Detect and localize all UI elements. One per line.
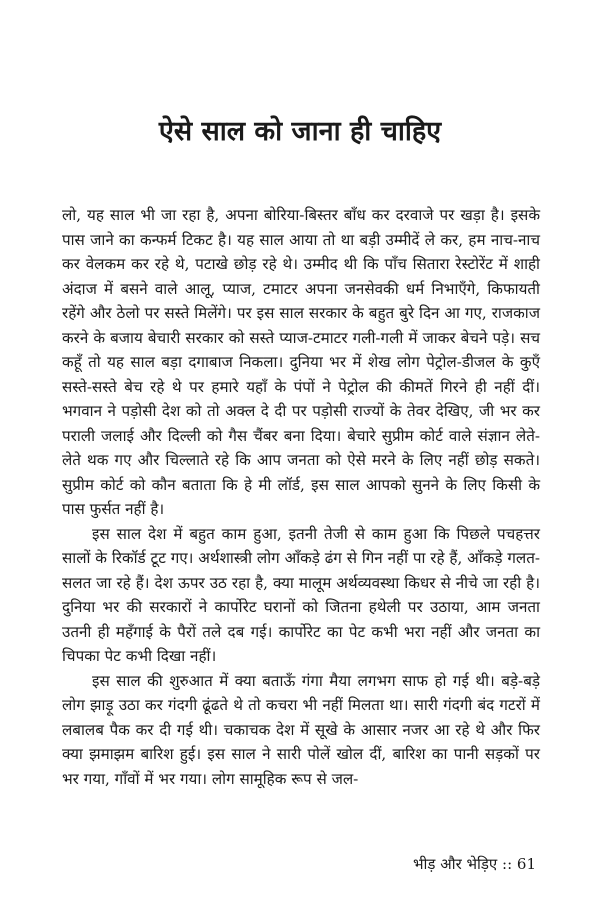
footer-separator: :: (502, 855, 513, 873)
footer-book-title: भीड़ और भेड़िए (413, 855, 498, 873)
page-number: 61 (516, 855, 536, 873)
body-text (62, 203, 540, 791)
page-footer (413, 853, 536, 875)
page-title: ऐसे साल को जाना ही चाहिए (158, 116, 442, 147)
paragraph-1: लो, यह साल भी जा रहा है, अपना बोरिया-बिस्तर बाँध कर दरवाजे पर खड़ा है। इसके पास जाने का कन्फर्म टिकट है। यह साल आया तो था बड़ी उम्मीदें ले कर, हम नाच-नाच कर वेलकम कर रहे थे, पटाखे छोड़ रहे थे। उम्मीद थी कि पाँच सितारा रेस्टोरेंट में शाही अंदाज में बसने वाले आलू, प्याज, टमाटर अपना जनसेवकी धर्म निभाएँगे, किफायती रहेंगे और ठेलो पर सस्ते मिलेंगे। पर इस साल सरकार के बहुत बुरे दिन आ गए, राजकाज करने के बजाय बेचारी सरकार को सस्ते प्याज-टमाटर गली-गली में जाकर बेचने पड़े। सच कहूँ तो यह साल बड़ा दगाबाज निकला। दुनिया भर में शेख लोग पेट्रोल-डीजल के कुएँ सस्ते-सस्ते बेच रहे थे पर हमारे यहाँ के पंपों ने पेट्रोल की कीमतें गिरने ही नहीं दीं। भगवान ने पड़ोसी देश को तो अक्ल दे दी पर पड़ोसी राज्यों के तेवर देखिए, जी भर कर पराली जलाई और दिल्ली को गैस चैंबर बना दिया। बेचारे सुप्रीम कोर्ट वाले संज्ञान लेते-लेते थक गए और चिल्लाते रहे कि आप जनता को ऐसे मरने के लिए नहीं छोड़ सकते। सुप्रीम कोर्ट को कौन बताता कि हे मी लॉर्ड, इस साल आपको सुनने के लिए किसी के पास फुर्सत नहीं है। (62, 206, 540, 518)
paragraph-3: इस साल की शुरुआत में क्या बताऊँ गंगा मैया लगभग साफ हो गई थी। बड़े-बड़े लोग झाड़ू उठा कर गंदगी ढूंढते थे तो कचरा भी नहीं मिलता था। सारी गंदगी बंद गटरों में लबालब पैक कर दी गई थी। चकाचक देश में सूखे के आसार नजर आ रहे थे और फिर क्या झमाझम बारिश हुई। इस साल ने सारी पोलें खोल दीं, बारिश का पानी सड़कों पर भर गया, गाँवों में भर गया। लोग सामूहिक रूप से जल- (62, 671, 540, 788)
paragraph-2: इस साल देश में बहुत काम हुआ, इतनी तेजी से काम हुआ कि पिछले पचहत्तर सालों के रिकॉर्ड टूट गए। अर्थशास्त्री लोग आँकड़े ढंग से गिन नहीं पा रहे हैं, आँकड़े गलत-सलत जा रहे हैं। देश ऊपर उठ रहा है, क्या मालूम अर्थव्यवस्था किधर से नीचे जा रही है। दुनिया भर की सरकारों ने कार्पोरेट घरानों को जितना हथेली पर उठाया, आम जनता उतनी ही महँगाई के पैरों तले दब गई। कार्पोरेट का पेट कभी भरा नहीं और जनता का चिपका पेट कभी दिखा नहीं। (62, 524, 540, 665)
